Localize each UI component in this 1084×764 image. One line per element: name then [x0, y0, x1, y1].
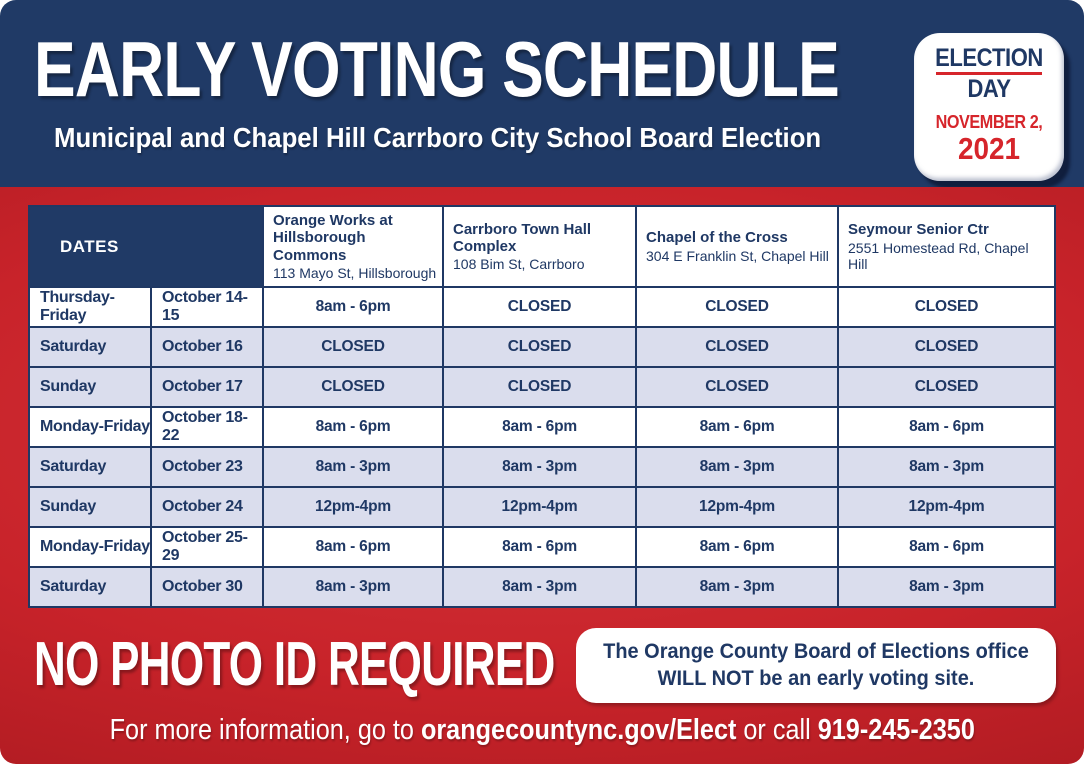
time-cell: 12pm-4pm [636, 487, 838, 527]
date-cell: October 23 [151, 447, 263, 487]
day-cell: Thursday-Friday [29, 287, 151, 327]
time-cell: 8am - 6pm [443, 407, 636, 447]
time-cell: CLOSED [263, 367, 443, 407]
time-cell: 8am - 3pm [838, 447, 1055, 487]
location-column-header [443, 206, 636, 287]
time-cell: 12pm-4pm [263, 487, 443, 527]
time-cell: CLOSED [443, 327, 636, 367]
time-cell: 8am - 3pm [443, 567, 636, 607]
date-cell: October 25-29 [151, 527, 263, 567]
day-cell: Sunday [29, 367, 151, 407]
location-column-header [636, 206, 838, 287]
badge-day-label: DAY [967, 74, 1011, 103]
time-cell: 8am - 3pm [263, 447, 443, 487]
footer-row [34, 630, 1056, 700]
election-day-badge [914, 33, 1064, 181]
location-column-header [838, 206, 1055, 287]
schedule-row [29, 567, 1055, 607]
schedule-row [29, 407, 1055, 447]
time-cell: CLOSED [838, 287, 1055, 327]
time-cell: 8am - 6pm [443, 527, 636, 567]
time-cell: CLOSED [636, 367, 838, 407]
time-cell: CLOSED [838, 367, 1055, 407]
location-address: 108 Bim St, Carrboro [453, 256, 585, 273]
time-cell: CLOSED [636, 287, 838, 327]
time-cell: 8am - 3pm [443, 447, 636, 487]
time-cell: CLOSED [443, 287, 636, 327]
day-cell: Monday-Friday [29, 407, 151, 447]
body-section [0, 187, 1084, 764]
schedule-row [29, 447, 1055, 487]
location-column-header [263, 206, 443, 287]
day-cell: Sunday [29, 487, 151, 527]
time-cell: 8am - 6pm [636, 527, 838, 567]
badge-election-label: ELECTION [935, 44, 1043, 72]
time-cell: CLOSED [263, 327, 443, 367]
location-name: Orange Works at Hillsborough Commons [273, 212, 393, 264]
schedule-row [29, 487, 1055, 527]
date-cell: October 16 [151, 327, 263, 367]
more-info-prefix: For more information, go to [109, 714, 421, 747]
header-banner [0, 0, 1084, 187]
badge-date-month: NOVEMBER 2, [935, 112, 1043, 132]
time-cell: CLOSED [443, 367, 636, 407]
date-cell: October 24 [151, 487, 263, 527]
more-info-middle: or call [736, 714, 818, 747]
subtitle: Municipal and Chapel Hill Carrboro City School Board Election [54, 122, 822, 153]
date-cell: October 18-22 [151, 407, 263, 447]
location-name: Seymour Senior Ctr [848, 221, 989, 239]
date-cell: October 17 [151, 367, 263, 407]
schedule-row [29, 367, 1055, 407]
more-info-line [0, 714, 1084, 747]
schedule-header-row [29, 206, 1055, 287]
time-cell: 8am - 3pm [838, 567, 1055, 607]
time-cell: 12pm-4pm [838, 487, 1055, 527]
time-cell: CLOSED [636, 327, 838, 367]
location-address: 304 E Franklin St, Chapel Hill [646, 247, 829, 264]
notice-line-2: WILL NOT be an early voting site. [657, 667, 975, 691]
time-cell: CLOSED [838, 327, 1055, 367]
time-cell: 8am - 3pm [263, 567, 443, 607]
time-cell: 8am - 6pm [838, 527, 1055, 567]
day-cell: Saturday [29, 327, 151, 367]
phone-number: 919-245-2350 [817, 714, 975, 747]
time-cell: 8am - 6pm [838, 407, 1055, 447]
time-cell: 8am - 6pm [263, 407, 443, 447]
no-photo-id-headline-wrap [34, 630, 562, 700]
location-name: Carrboro Town Hall Complex [453, 220, 592, 256]
schedule-row [29, 527, 1055, 567]
time-cell: 8am - 6pm [636, 407, 838, 447]
time-cell: 8am - 3pm [636, 567, 838, 607]
time-cell: 12pm-4pm [443, 487, 636, 527]
day-cell: Saturday [29, 567, 151, 607]
notice-line-1: The Orange County Board of Elections office [603, 640, 1029, 664]
schedule-row [29, 327, 1055, 367]
page-title: EARLY VOTING SCHEDULE [34, 25, 839, 113]
day-cell: Monday-Friday [29, 527, 151, 567]
schedule-row [29, 287, 1055, 327]
no-photo-id-headline: NO PHOTO ID REQUIRED [34, 630, 555, 700]
time-cell: 8am - 6pm [263, 527, 443, 567]
dates-column-header: DATES [29, 206, 263, 287]
date-cell: October 30 [151, 567, 263, 607]
date-cell: October 14-15 [151, 287, 263, 327]
badge-date-year: 2021 [957, 131, 1021, 166]
website-url: orangecountync.gov/Elect [420, 714, 737, 747]
elections-office-notice-box [576, 628, 1056, 703]
location-address: 113 Mayo St, Hillsborough [273, 265, 437, 282]
location-name: Chapel of the Cross [646, 229, 788, 247]
schedule-table [28, 205, 1056, 608]
location-address: 2551 Homestead Rd, Chapel Hill [848, 239, 1029, 272]
day-cell: Saturday [29, 447, 151, 487]
time-cell: 8am - 6pm [263, 287, 443, 327]
time-cell: 8am - 3pm [636, 447, 838, 487]
